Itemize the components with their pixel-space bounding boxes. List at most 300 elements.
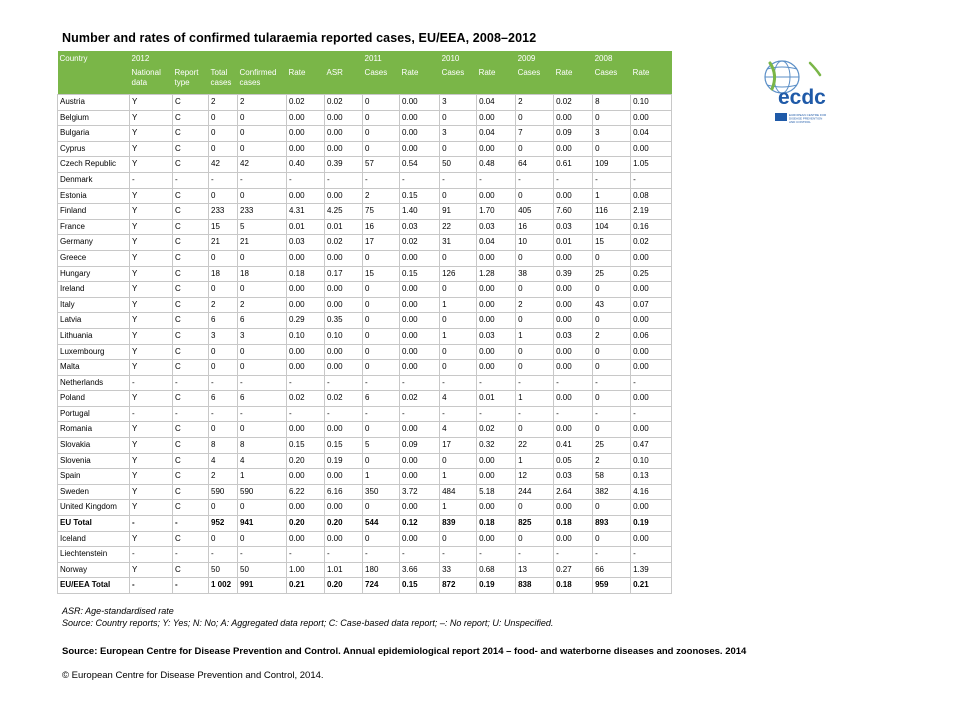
header-year-2012: 2012	[130, 51, 363, 66]
table-row	[58, 469, 672, 485]
country-cell: Poland	[58, 391, 130, 407]
value-cell: 2	[363, 188, 400, 204]
value-cell: 0.20	[325, 578, 363, 594]
value-cell: 0	[209, 282, 238, 298]
value-cell: -	[130, 172, 173, 188]
value-cell: -	[593, 172, 631, 188]
value-cell: 0.00	[287, 422, 325, 438]
eu-flag-icon	[775, 113, 787, 121]
value-cell: 0.03	[477, 219, 516, 235]
value-cell: 0.00	[477, 469, 516, 485]
value-cell: 0.02	[477, 422, 516, 438]
table-row	[58, 531, 672, 547]
value-cell: 57	[363, 157, 400, 173]
country-cell: Cyprus	[58, 141, 130, 157]
value-cell: 0.00	[477, 297, 516, 313]
table-row	[58, 344, 672, 360]
value-cell: 4.31	[287, 204, 325, 220]
value-cell: 0.00	[477, 282, 516, 298]
table-title: Number and rates of confirmed tularaemia reported cases, EU/EEA, 2008–2012	[62, 31, 537, 45]
value-cell: 0.02	[554, 95, 593, 111]
value-cell: 42	[238, 157, 287, 173]
value-cell: 0	[238, 188, 287, 204]
value-cell: 3	[440, 126, 477, 142]
value-cell: 941	[238, 516, 287, 532]
value-cell: -	[238, 172, 287, 188]
value-cell: 0	[516, 250, 554, 266]
value-cell: 0.00	[554, 531, 593, 547]
table-row	[58, 235, 672, 251]
value-cell: 0.68	[477, 562, 516, 578]
value-cell: 590	[238, 484, 287, 500]
value-cell: 0.00	[287, 531, 325, 547]
value-cell: -	[287, 406, 325, 422]
value-cell: 0.00	[287, 141, 325, 157]
table-row	[58, 204, 672, 220]
value-cell: C	[173, 219, 209, 235]
value-cell: -	[287, 375, 325, 391]
value-cell: 484	[440, 484, 477, 500]
value-cell: 50	[440, 157, 477, 173]
table-row	[58, 328, 672, 344]
value-cell: 0.01	[477, 391, 516, 407]
value-cell: -	[209, 406, 238, 422]
value-cell: -	[238, 375, 287, 391]
value-cell: 75	[363, 204, 400, 220]
value-cell: 0	[440, 282, 477, 298]
value-cell: 6	[209, 391, 238, 407]
value-cell: 12	[516, 469, 554, 485]
value-cell: 0	[209, 110, 238, 126]
country-cell: Finland	[58, 204, 130, 220]
value-cell: 0.03	[287, 235, 325, 251]
value-cell: 0.00	[287, 360, 325, 376]
value-cell: 0	[363, 453, 400, 469]
value-cell: 0.00	[400, 297, 440, 313]
value-cell: 0	[516, 313, 554, 329]
value-cell: 0.00	[554, 313, 593, 329]
value-cell: 0	[440, 250, 477, 266]
value-cell: 50	[209, 562, 238, 578]
value-cell: 5.18	[477, 484, 516, 500]
value-cell: C	[173, 453, 209, 469]
header-row-years	[58, 51, 672, 66]
value-cell: 1	[440, 469, 477, 485]
value-cell: 0.20	[287, 453, 325, 469]
value-cell: 0	[363, 313, 400, 329]
value-cell: 1	[440, 328, 477, 344]
value-cell: 872	[440, 578, 477, 594]
value-cell: C	[173, 438, 209, 454]
value-cell: 0.41	[554, 438, 593, 454]
value-cell: -	[173, 578, 209, 594]
value-cell: C	[173, 110, 209, 126]
value-cell: 0	[238, 422, 287, 438]
value-cell: 0.27	[554, 562, 593, 578]
value-cell: -	[516, 172, 554, 188]
table-row	[58, 95, 672, 111]
value-cell: 2	[209, 469, 238, 485]
value-cell: 0	[516, 531, 554, 547]
value-cell: 0.12	[400, 516, 440, 532]
value-cell: 0	[440, 453, 477, 469]
value-cell: C	[173, 126, 209, 142]
table-row	[58, 578, 672, 594]
value-cell: 5	[238, 219, 287, 235]
value-cell: 0.03	[477, 328, 516, 344]
value-cell: 0.00	[554, 360, 593, 376]
value-cell: C	[173, 391, 209, 407]
value-cell: 91	[440, 204, 477, 220]
header-cases-2008: Cases	[593, 66, 631, 95]
value-cell: Y	[130, 250, 173, 266]
value-cell: 0.00	[400, 422, 440, 438]
value-cell: 0	[209, 126, 238, 142]
value-cell: -	[554, 172, 593, 188]
value-cell: 0.08	[631, 188, 672, 204]
value-cell: 25	[593, 266, 631, 282]
value-cell: -	[400, 406, 440, 422]
value-cell: 0	[363, 95, 400, 111]
value-cell: -	[173, 516, 209, 532]
value-cell: 0	[238, 344, 287, 360]
value-cell: 0	[363, 422, 400, 438]
value-cell: C	[173, 204, 209, 220]
value-cell: 2.64	[554, 484, 593, 500]
table-row	[58, 391, 672, 407]
value-cell: 0.04	[631, 126, 672, 142]
header-year-2010: 2010	[440, 51, 516, 66]
value-cell: 1.00	[287, 562, 325, 578]
value-cell: 0.06	[631, 328, 672, 344]
value-cell: -	[631, 547, 672, 563]
value-cell: -	[325, 172, 363, 188]
value-cell: 109	[593, 157, 631, 173]
value-cell: 0.00	[400, 500, 440, 516]
value-cell: 0.00	[400, 360, 440, 376]
value-cell: 0.00	[400, 344, 440, 360]
value-cell: 0.00	[554, 110, 593, 126]
table-row	[58, 172, 672, 188]
value-cell: 33	[440, 562, 477, 578]
value-cell: 0.48	[477, 157, 516, 173]
country-cell: Hungary	[58, 266, 130, 282]
header-total-cases: Total cases	[209, 66, 238, 95]
value-cell: 0.29	[287, 313, 325, 329]
country-cell: Denmark	[58, 172, 130, 188]
value-cell: Y	[130, 266, 173, 282]
ecdc-logo	[760, 55, 840, 130]
value-cell: 5	[363, 438, 400, 454]
value-cell: 50	[238, 562, 287, 578]
value-cell: 6	[363, 391, 400, 407]
value-cell: 405	[516, 204, 554, 220]
value-cell: 0.00	[631, 282, 672, 298]
value-cell: -	[238, 547, 287, 563]
value-cell: 0.00	[554, 391, 593, 407]
value-cell: 825	[516, 516, 554, 532]
value-cell: Y	[130, 531, 173, 547]
value-cell: 0	[516, 344, 554, 360]
ecdc-wordmark: ecdc	[778, 86, 826, 109]
value-cell: 0	[440, 188, 477, 204]
value-cell: Y	[130, 453, 173, 469]
value-cell: 0	[363, 110, 400, 126]
value-cell: -	[325, 406, 363, 422]
value-cell: Y	[130, 95, 173, 111]
value-cell: Y	[130, 484, 173, 500]
value-cell: 0.00	[554, 250, 593, 266]
value-cell: 0	[363, 328, 400, 344]
value-cell: 31	[440, 235, 477, 251]
value-cell: 42	[209, 157, 238, 173]
header-confirmed-cases: Confirmed cases	[238, 66, 287, 95]
value-cell: Y	[130, 360, 173, 376]
value-cell: -	[440, 406, 477, 422]
value-cell: 0.00	[325, 500, 363, 516]
value-cell: C	[173, 235, 209, 251]
value-cell: Y	[130, 219, 173, 235]
value-cell: -	[440, 375, 477, 391]
value-cell: 0.02	[325, 235, 363, 251]
value-cell: -	[130, 375, 173, 391]
value-cell: 0.00	[631, 250, 672, 266]
value-cell: 2	[238, 95, 287, 111]
value-cell: -	[325, 375, 363, 391]
value-cell: 22	[440, 219, 477, 235]
value-cell: 0.00	[287, 344, 325, 360]
value-cell: 1.28	[477, 266, 516, 282]
value-cell: -	[593, 406, 631, 422]
value-cell: 233	[238, 204, 287, 220]
table-row	[58, 484, 672, 500]
value-cell: 7.60	[554, 204, 593, 220]
value-cell: 0.00	[287, 297, 325, 313]
value-cell: 0.00	[477, 250, 516, 266]
value-cell: 244	[516, 484, 554, 500]
value-cell: 0.00	[400, 110, 440, 126]
value-cell: 0.21	[287, 578, 325, 594]
value-cell: 0.00	[287, 250, 325, 266]
value-cell: 0	[593, 360, 631, 376]
value-cell: 0.00	[631, 422, 672, 438]
value-cell: 6.16	[325, 484, 363, 500]
value-cell: 0.01	[554, 235, 593, 251]
value-cell: 7	[516, 126, 554, 142]
value-cell: Y	[130, 188, 173, 204]
value-cell: 0.18	[477, 516, 516, 532]
value-cell: 1 002	[209, 578, 238, 594]
value-cell: 16	[363, 219, 400, 235]
value-cell: Y	[130, 297, 173, 313]
country-cell: Slovenia	[58, 453, 130, 469]
header-asr: ASR	[325, 66, 363, 95]
value-cell: 0.32	[477, 438, 516, 454]
header-rate-2012: Rate	[287, 66, 325, 95]
value-cell: 17	[363, 235, 400, 251]
value-cell: 25	[593, 438, 631, 454]
value-cell: 1	[516, 328, 554, 344]
value-cell: 8	[593, 95, 631, 111]
value-cell: 126	[440, 266, 477, 282]
value-cell: -	[363, 547, 400, 563]
value-cell: C	[173, 469, 209, 485]
value-cell: 0.15	[400, 188, 440, 204]
value-cell: -	[363, 406, 400, 422]
value-cell: 0.00	[400, 95, 440, 111]
value-cell: -	[440, 547, 477, 563]
value-cell: -	[631, 406, 672, 422]
value-cell: -	[130, 578, 173, 594]
value-cell: -	[363, 375, 400, 391]
value-cell: 0	[593, 344, 631, 360]
value-cell: -	[209, 375, 238, 391]
value-cell: 0.00	[400, 126, 440, 142]
value-cell: 0.01	[325, 219, 363, 235]
value-cell: 15	[209, 219, 238, 235]
value-cell: 3.66	[400, 562, 440, 578]
value-cell: 0.00	[325, 531, 363, 547]
country-cell: Portugal	[58, 406, 130, 422]
value-cell: 0.54	[400, 157, 440, 173]
value-cell: 0.17	[325, 266, 363, 282]
value-cell: 0.39	[325, 157, 363, 173]
value-cell: 6.22	[287, 484, 325, 500]
value-cell: 2	[238, 297, 287, 313]
value-cell: C	[173, 282, 209, 298]
value-cell: 0.00	[400, 141, 440, 157]
value-cell: C	[173, 562, 209, 578]
value-cell: -	[173, 547, 209, 563]
value-cell: 0.10	[287, 328, 325, 344]
value-cell: 3	[593, 126, 631, 142]
value-cell: 0.16	[631, 219, 672, 235]
value-cell: -	[173, 406, 209, 422]
value-cell: -	[477, 547, 516, 563]
value-cell: Y	[130, 235, 173, 251]
table-notes	[62, 606, 553, 629]
table-row	[58, 157, 672, 173]
value-cell: C	[173, 157, 209, 173]
value-cell: 0.18	[554, 578, 593, 594]
value-cell: 1.70	[477, 204, 516, 220]
value-cell: 0.00	[477, 344, 516, 360]
table-row	[58, 219, 672, 235]
value-cell: 0.02	[325, 95, 363, 111]
value-cell: 0.19	[477, 578, 516, 594]
header-year-2009: 2009	[516, 51, 593, 66]
table-row	[58, 422, 672, 438]
value-cell: -	[516, 375, 554, 391]
value-cell: 1	[363, 469, 400, 485]
value-cell: -	[209, 547, 238, 563]
value-cell: 0	[209, 250, 238, 266]
value-cell: 116	[593, 204, 631, 220]
value-cell: -	[516, 406, 554, 422]
value-cell: 1	[516, 391, 554, 407]
country-cell: Lithuania	[58, 328, 130, 344]
value-cell: 3.72	[400, 484, 440, 500]
value-cell: 959	[593, 578, 631, 594]
value-cell: 0	[238, 250, 287, 266]
value-cell: 0.02	[325, 391, 363, 407]
value-cell: 0	[440, 141, 477, 157]
value-cell: 15	[363, 266, 400, 282]
value-cell: 21	[238, 235, 287, 251]
value-cell: C	[173, 250, 209, 266]
value-cell: 0	[363, 500, 400, 516]
value-cell: 0.05	[554, 453, 593, 469]
value-cell: 0	[363, 344, 400, 360]
value-cell: 0.10	[631, 95, 672, 111]
value-cell: 1	[516, 453, 554, 469]
country-cell: France	[58, 219, 130, 235]
value-cell: -	[477, 406, 516, 422]
value-cell: 0.15	[325, 438, 363, 454]
value-cell: 0	[238, 126, 287, 142]
value-cell: -	[173, 375, 209, 391]
value-cell: 0	[209, 422, 238, 438]
value-cell: C	[173, 297, 209, 313]
value-cell: 0	[516, 360, 554, 376]
table-row	[58, 297, 672, 313]
table-row	[58, 406, 672, 422]
value-cell: 0.15	[400, 578, 440, 594]
header-blank	[58, 66, 130, 95]
value-cell: C	[173, 531, 209, 547]
value-cell: -	[554, 375, 593, 391]
value-cell: 0	[238, 110, 287, 126]
value-cell: 0.00	[631, 531, 672, 547]
country-cell: Ireland	[58, 282, 130, 298]
table-row	[58, 500, 672, 516]
value-cell: 22	[516, 438, 554, 454]
table-body	[58, 95, 672, 594]
value-cell: 0.02	[631, 235, 672, 251]
value-cell: 0.00	[287, 282, 325, 298]
value-cell: 4	[440, 391, 477, 407]
copyright-notice: © European Centre for Disease Prevention and Control, 2014.	[62, 670, 324, 681]
value-cell: 0	[209, 188, 238, 204]
country-cell: EU Total	[58, 516, 130, 532]
value-cell: Y	[130, 110, 173, 126]
ecdc-tagline: EUROPEAN CENTRE FOR DISEASE PREVENTION AND CONTROL	[789, 113, 827, 125]
country-cell: United Kingdom	[58, 500, 130, 516]
value-cell: 0	[516, 500, 554, 516]
table-row	[58, 188, 672, 204]
value-cell: 0	[363, 360, 400, 376]
value-cell: 4.16	[631, 484, 672, 500]
value-cell: 13	[516, 562, 554, 578]
value-cell: C	[173, 266, 209, 282]
value-cell: -	[238, 406, 287, 422]
value-cell: 0.00	[287, 110, 325, 126]
country-cell: Bulgaria	[58, 126, 130, 142]
value-cell: -	[400, 172, 440, 188]
value-cell: 0.10	[631, 453, 672, 469]
value-cell: 0.04	[477, 235, 516, 251]
value-cell: 0	[209, 344, 238, 360]
value-cell: 0.40	[287, 157, 325, 173]
country-cell: Romania	[58, 422, 130, 438]
value-cell: C	[173, 360, 209, 376]
value-cell: 0	[593, 110, 631, 126]
value-cell: 2	[516, 297, 554, 313]
country-cell: Estonia	[58, 188, 130, 204]
table-row	[58, 110, 672, 126]
value-cell: 0	[593, 141, 631, 157]
country-cell: EU/EEA Total	[58, 578, 130, 594]
